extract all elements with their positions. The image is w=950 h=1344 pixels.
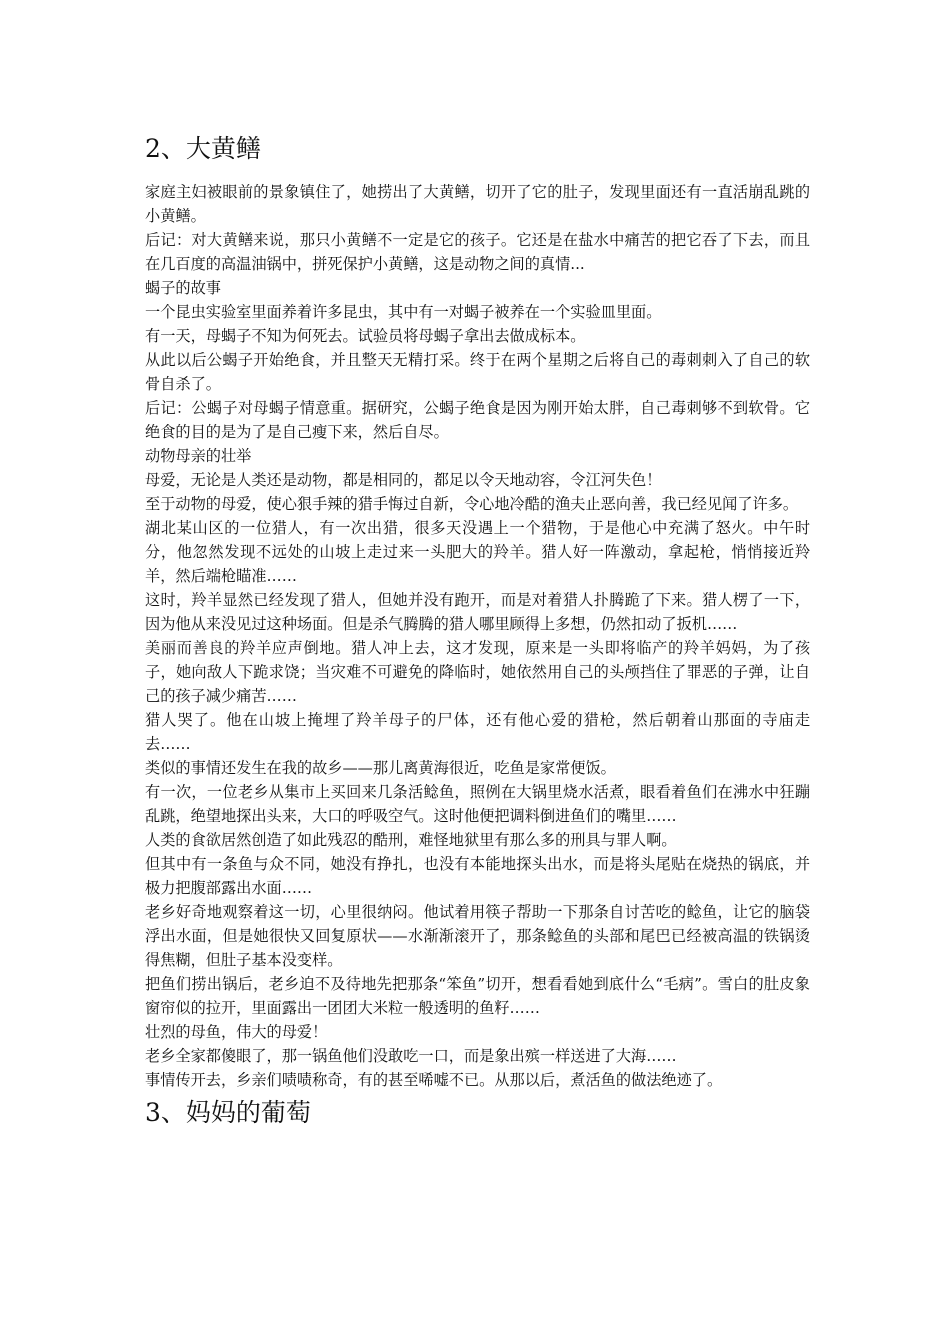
subheading-animal-mothers: 动物母亲的壮举	[145, 447, 252, 465]
subheading-scorpion-story: 蝎子的故事	[145, 279, 221, 297]
section-title-big-eel: 2、大黄鳝	[145, 134, 261, 163]
paragraph: 有一天，母蝎子不知为何死去。试验员将母蝎子拿出去做成标本。	[145, 327, 586, 345]
paragraph: 家庭主妇被眼前的景象镇住了，她捞出了大黄鳝，切开了它的肚子，发现里面还有一直活崩乱跳的小黄鳝。	[145, 183, 810, 225]
paragraph: 这时，羚羊显然已经发现了猎人，但她并没有跑开，而是对着猎人扑腾跪了下来。猎人楞了一下，因为他从来没见过这种场面。但是杀气腾腾的猎人哪里顾得上多想，仍然扣动了扳机……	[145, 591, 810, 633]
paragraph: 事情传开去，乡亲们啧啧称奇，有的甚至唏嘘不已。从那以后，煮活鱼的做法绝迹了。	[145, 1071, 723, 1089]
paragraph: 老乡全家都傻眼了，那一锅鱼他们没敢吃一口，而是象出殡一样送进了大海……	[145, 1047, 677, 1065]
paragraph: 壮烈的母鱼，伟大的母爱！	[145, 1023, 328, 1041]
paragraph: 湖北某山区的一位猎人，有一次出猎，很多天没遇上一个猎物，于是他心中充满了怒火。中午时分，他忽然发现不远处的山坡上走过来一头肥大的羚羊。猎人好一阵激动，拿起枪，悄悄接近羚羊，然后端枪瞄准……	[145, 519, 810, 585]
paragraph: 猎人哭了。他在山坡上掩埋了羚羊母子的尸体，还有他心爱的猎枪，然后朝着山那面的寺庙走去……	[145, 711, 810, 753]
paragraph: 但其中有一条鱼与众不同，她没有挣扎，也没有本能地探头出水，而是将头尾贴在烧热的锅底，并极力把腹部露出水面……	[145, 855, 810, 897]
paragraph: 美丽而善良的羚羊应声倒地。猎人冲上去，这才发现，原来是一头即将临产的羚羊妈妈，为了孩子，她向敌人下跪求饶；当灾难不可避免的降临时，她依然用自己的头颅挡住了罪恶的子弹，让自己的孩子减少痛苦……	[145, 639, 810, 705]
document-body	[145, 130, 810, 1144]
paragraph: 后记：对大黄鳝来说，那只小黄鳝不一定是它的孩子。它还是在盐水中痛苦的把它吞了下去，而且在几百度的高温油锅中，拼死保护小黄鳝，这是动物之间的真情...	[145, 231, 810, 273]
paragraph: 从此以后公蝎子开始绝食，并且整天无精打采。终于在两个星期之后将自己的毒刺刺入了自己的软骨自杀了。	[145, 351, 810, 393]
paragraph: 母爱，无论是人类还是动物，都是相同的，都足以令天地动容，令江河失色！	[145, 471, 662, 489]
paragraph: 把鱼们捞出锅后，老乡迫不及待地先把那条“笨鱼”切开，想看看她到底什么“毛病”。雪白的肚皮象窗帘似的拉开，里面露出一团团大米粒一般透明的鱼籽……	[145, 975, 810, 1017]
section-title-mothers-grapes: 3、妈妈的葡萄	[145, 1098, 311, 1127]
paragraph: 老乡好奇地观察着这一切，心里很纳闷。他试着用筷子帮助一下那条自讨苦吃的鲶鱼，让它的脑袋浮出水面，但是她很快又回复原状——水渐渐滚开了，那条鲶鱼的头部和尾巴已经被高温的铁锅烫得焦糊，但肚子基本没变样。	[145, 903, 810, 969]
paragraph: 类似的事情还发生在我的故乡——那儿离黄海很近，吃鱼是家常便饭。	[145, 759, 616, 777]
paragraph: 后记：公蝎子对母蝎子情意重。据研究，公蝎子绝食是因为刚开始太胖，自己毒刺够不到软骨。它绝食的目的是为了是自己瘦下来，然后自尽。	[145, 399, 810, 441]
paragraph: 有一次，一位老乡从集市上买回来几条活鲶鱼，照例在大锅里烧水活煮，眼看着鱼们在沸水中狂蹦乱跳，绝望地探出头来，大口的呼吸空气。这时他便把调料倒进鱼们的嘴里……	[145, 783, 810, 825]
paragraph: 至于动物的母爱，使心狠手辣的猎手悔过自新，令心地冷酷的渔夫止恶向善，我已经见闻了许多。	[145, 495, 799, 513]
paragraph: 人类的食欲居然创造了如此残忍的酷刑，难怪地狱里有那么多的刑具与罪人啊。	[145, 831, 677, 849]
paragraph: 一个昆虫实验室里面养着许多昆虫，其中有一对蝎子被养在一个实验皿里面。	[145, 303, 662, 321]
